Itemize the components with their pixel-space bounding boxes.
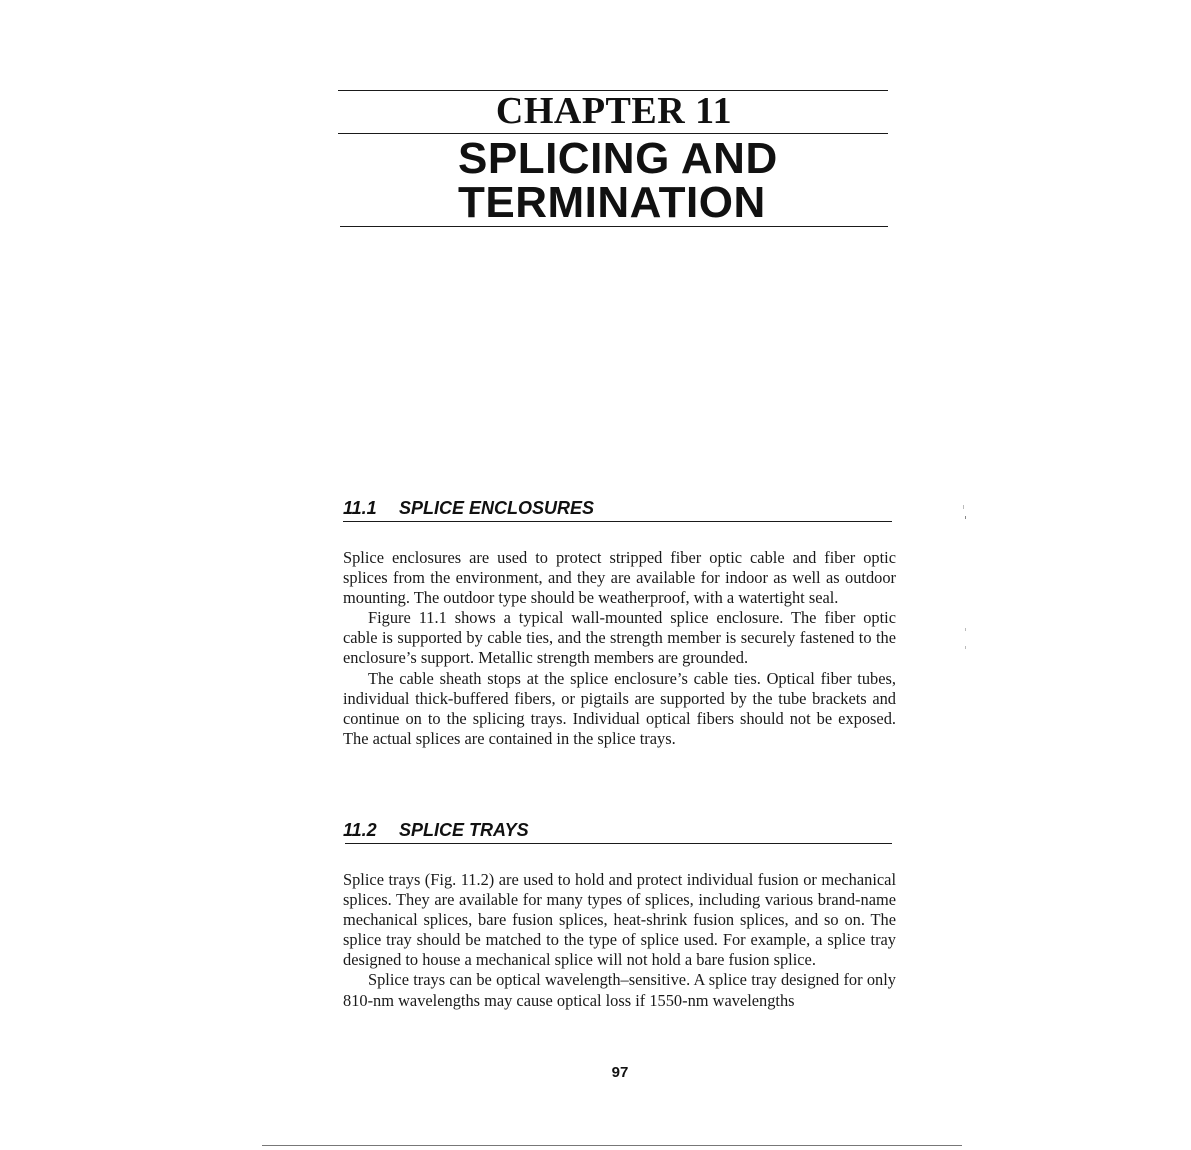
scan-edge-line	[262, 1145, 962, 1146]
paragraph: Splice enclosures are used to protect stripped fiber optic cable and fiber optic splices from the environment, and they are available for indoor as well as outdoor mounting. The outdoor type should be weatherproof, with a watertight seal.	[343, 548, 896, 608]
chapter-label: CHAPTER 11	[495, 90, 733, 132]
section-body-11-2	[343, 870, 896, 1011]
scan-speck	[965, 646, 966, 649]
page-number: 97	[611, 1064, 629, 1081]
section-rule	[345, 843, 892, 844]
section-number: 11.1	[343, 498, 377, 518]
paragraph: Splice trays (Fig. 11.2) are used to hold and protect individual fusion or mechanical splices. They are available for many types of splices, including various brand-name mechanical splices, bare fusion splices, heat-shrink fusion splices, and so on. The splice tray should be matched to the type of splice used. For example, a splice tray designed to house a mechanical splice will not hold a bare fusion splice.	[343, 870, 896, 970]
chapter-title-line-2: TERMINATION	[458, 178, 766, 227]
section-body-11-1	[343, 548, 896, 749]
section-heading-11-2	[343, 819, 529, 841]
section-heading-11-1	[343, 497, 594, 519]
scan-speck	[963, 505, 964, 509]
chapter-title	[458, 134, 778, 227]
scan-speck	[965, 628, 966, 631]
chapter-bottom-rule	[340, 226, 888, 227]
chapter-title-line-1: SPLICING AND	[458, 134, 778, 183]
section-title: SPLICE TRAYS	[399, 820, 529, 840]
section-title: SPLICE ENCLOSURES	[399, 498, 595, 518]
paragraph: The cable sheath stops at the splice enclosure’s cable ties. Optical fiber tubes, individual thick-buffered fibers, or pigtails are supported by the tube brackets and continue on to the splicing trays. Individual optical fibers should not be exposed. The actual splices are contained in the splice trays.	[343, 668, 896, 748]
paragraph: Figure 11.1 shows a typical wall-mounted splice enclosure. The fiber optic cable is supported by cable ties, and the strength member is securely fastened to the enclosure’s support. Metallic strength members are grounded.	[343, 608, 896, 668]
section-rule	[343, 521, 892, 522]
paragraph: Splice trays can be optical wavelength–sensitive. A splice tray designed for only 810-nm wavelengths may cause optical loss if 1550-nm wavelengths	[343, 970, 896, 1010]
section-number: 11.2	[343, 820, 377, 840]
scan-speck	[965, 516, 966, 519]
